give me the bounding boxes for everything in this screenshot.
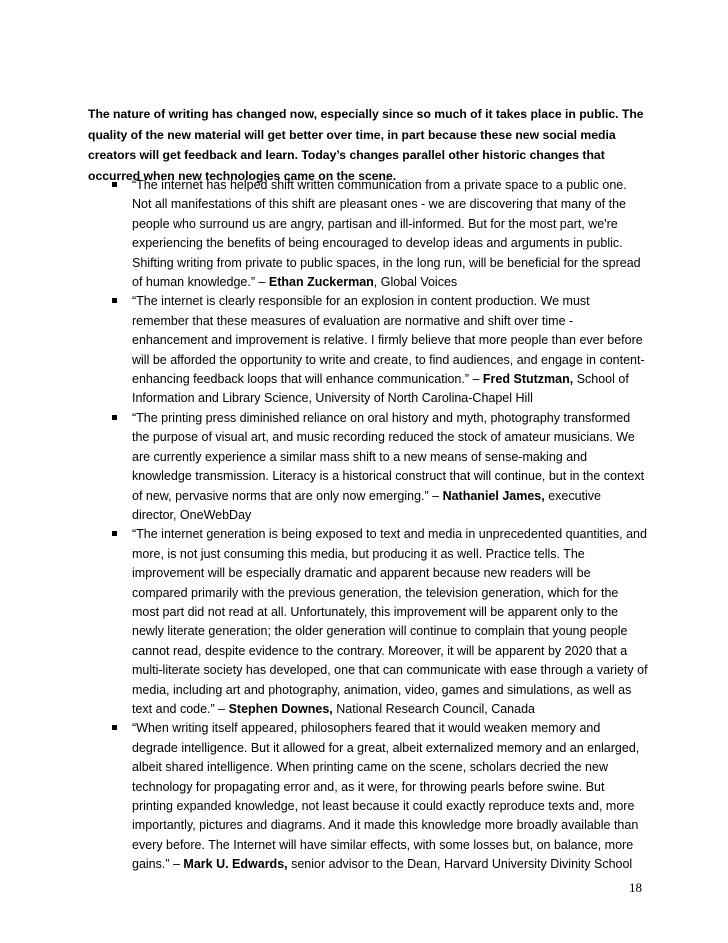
- square-bullet-icon: [112, 182, 117, 187]
- quote-text: “When writing itself appeared, philosophers feared that it would weaken memory and degrade intelligence. But it allowed for a great, albeit externalized memory and an enlarged, albeit shared intelligence. When printing came on the scene, scholars decried the new technology for propagating error and, as it were, for throwing pearls before swine. But printing expanded knowledge, not least because it could exactly reproduce texts and, more importantly, pictures and diagrams. And it made this knowledge more broadly available than every before. The Internet will have similar effects, with some losses but, on balance, more gains.” –: [132, 721, 640, 872]
- quote-author: Ethan Zuckerman: [268, 275, 374, 290]
- quote-affiliation: National Research Council, Canada: [332, 701, 535, 716]
- quote-author: Mark U. Edwards,: [183, 857, 288, 872]
- page-number: 18: [629, 880, 642, 895]
- quote-author: Nathaniel James,: [442, 488, 545, 503]
- quote-list: [112, 176, 648, 875]
- quote-author: Stephen Downes,: [228, 701, 333, 716]
- quote-affiliation: School of Information and Library Science, University of North Carolina-Chapel Hill: [132, 372, 629, 406]
- square-bullet-icon: [112, 531, 117, 536]
- quote-item: [112, 176, 648, 292]
- quote-affiliation: executive director, OneWebDay: [132, 488, 601, 522]
- quote-author: Fred Stutzman,: [482, 372, 574, 387]
- quote-affiliation: , Global Voices: [373, 275, 458, 290]
- square-bullet-icon: [112, 415, 117, 420]
- quote-text: “The internet has helped shift written communication from a private space to a public one. Not all manifestations of this shift are pleasant ones - we are discovering that many of the people who surround us are angry, partisan and ill-informed. But for the most part, we're experiencing the benefits of being encouraged to develop ideas and arguments in public. Shifting writing from private to public spaces, in the long run, will be beneficial for the spread of human knowledge.” –: [132, 178, 641, 290]
- quote-item: [112, 719, 648, 874]
- quote-item: [112, 409, 648, 525]
- quote-item: [112, 525, 648, 719]
- quote-item: [112, 292, 648, 408]
- intro-paragraph: The nature of writing has changed now, especially since so much of it takes place in public. The quality of the new material will get better over time, in part because these new social media creators will get feedback and learn. Today’s changes parallel other historic changes that occurred when new technologies came on the scene.: [88, 107, 644, 183]
- quote-text: “The internet generation is being exposed to text and media in unprecedented quantities, and more, is not just consuming this media, but producing it as well. Practice tells. The improvement will be especially dramatic and apparent because new readers will be compared primarily with the previous generation, the television generation, which for the most part did not read at all. Unfortunately, this improvement will be apparent only to the newly literate generation; the older generation will continue to complain that young people cannot read, despite evidence to the contrary. Moreover, it will be apparent by 2020 that a multi-literate society has developed, one that can communicate with ease through a variety of media, including art and photography, animation, video, games and simulations, as well as text and code.” –: [132, 527, 648, 716]
- quote-text: “The internet is clearly responsible for an explosion in content production. We must remember that these measures of evaluation are normative and shift over time - enhancement and improvement is relative. I firmly believe that more people than ever before will be afforded the opportunity to write and create, to find audiences, and engage in content-enhancing feedback loops that will enhance communication.” –: [132, 294, 645, 387]
- square-bullet-icon: [112, 298, 117, 303]
- square-bullet-icon: [112, 725, 117, 730]
- quote-affiliation: senior advisor to the Dean, Harvard University Divinity School: [287, 857, 633, 872]
- quote-text: “The printing press diminished reliance on oral history and myth, photography transformed the purpose of visual art, and music recording reduced the stock of amateur musicians. We are currently experience a similar mass shift to a new means of sense-making and knowledge transmission. Literacy is a historical construct that will continue, but in the context of new, pervasive norms that are only now emerging.” –: [132, 410, 645, 503]
